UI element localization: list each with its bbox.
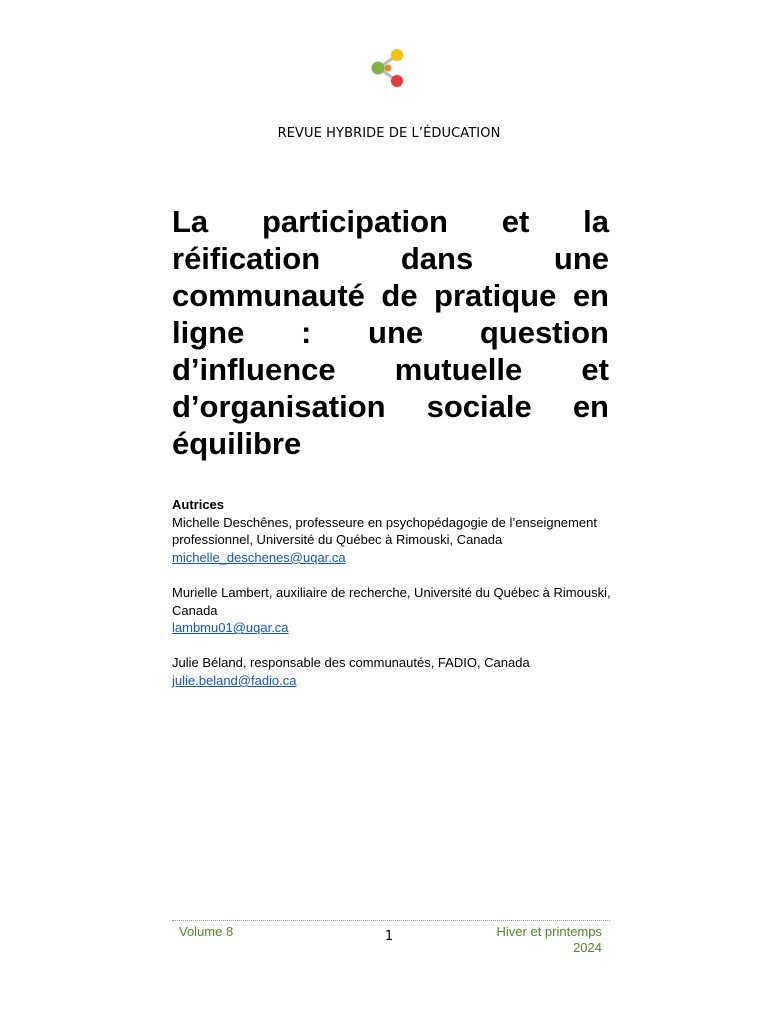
page-number: 1 bbox=[384, 929, 394, 944]
footer-season-line: Hiver et printemps bbox=[496, 924, 602, 939]
footer-season-year: 2024 bbox=[573, 940, 602, 955]
author-description: Michelle Deschênes, professeure en psychopédagogie de l’enseignement professionnel, Université du Québec à Rimouski, Canada bbox=[172, 514, 597, 548]
author-entry bbox=[172, 654, 622, 689]
author-description: Murielle Lambert, auxiliaire de recherche, Université du Québec à Rimouski, Canada bbox=[172, 584, 611, 618]
footer-divider bbox=[172, 920, 610, 921]
authors-section bbox=[172, 496, 622, 707]
footer-volume: Volume 8 bbox=[179, 924, 234, 939]
article-title: La participation et la réification dans une communauté de pratique en ligne : une question d’influence mutuelle et d’organisation sociale en équilibre bbox=[172, 204, 609, 461]
author-entry bbox=[172, 514, 622, 567]
authors-heading: Autrices bbox=[172, 497, 225, 512]
author-email-link[interactable]: michelle_deschenes@uqar.ca bbox=[172, 549, 346, 565]
author-email-link[interactable]: julie.beland@fadio.ca bbox=[172, 672, 297, 688]
author-entry bbox=[172, 584, 622, 637]
footer-season bbox=[462, 924, 602, 956]
author-email-link[interactable]: lambmu01@uqar.ca bbox=[172, 620, 289, 636]
journal-title: REVUE HYBRIDE DE L’ÉDUCATION bbox=[277, 126, 501, 141]
journal-logo-icon bbox=[366, 46, 410, 90]
author-description: Julie Béland, responsable des communautés, FADIO, Canada bbox=[172, 655, 530, 671]
